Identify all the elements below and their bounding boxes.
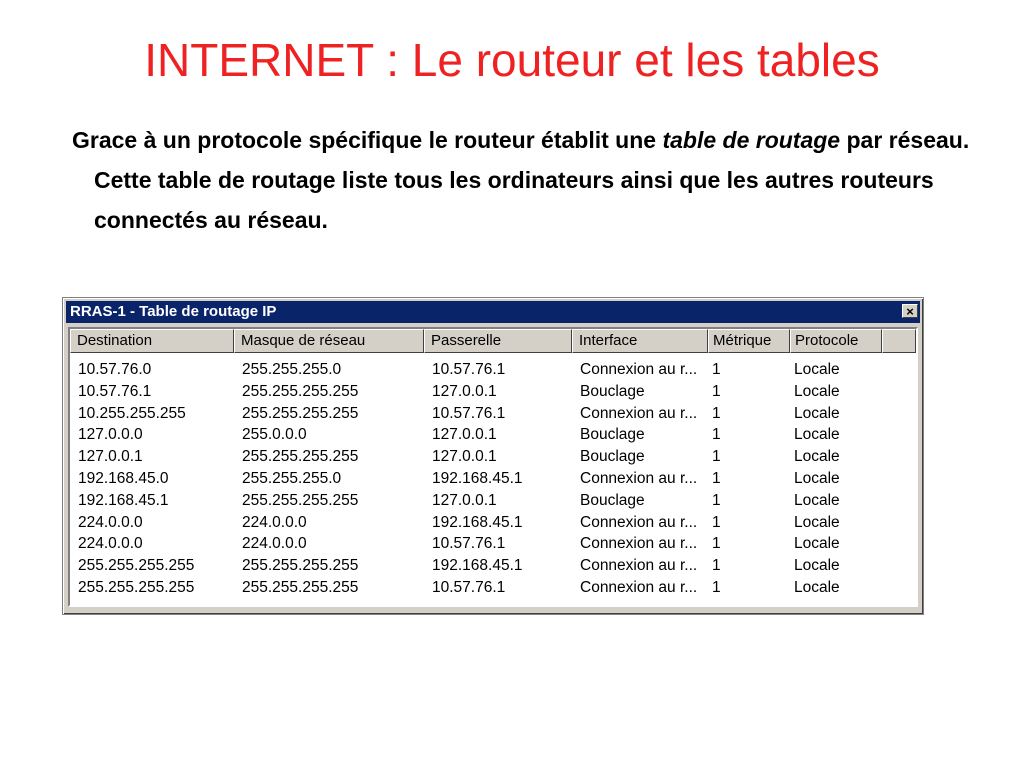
cell-metric: 1 [712, 557, 721, 575]
cell-protocol: Locale [794, 382, 840, 400]
column-header-protocol[interactable]: Protocole [790, 329, 882, 353]
column-header-netmask[interactable]: Masque de réseau [234, 329, 424, 353]
cell-metric: 1 [712, 426, 721, 444]
cell-interface: Connexion au r... [580, 361, 698, 378]
column-header-destination[interactable]: Destination [70, 329, 234, 353]
window-title: RRAS-1 - Table de routage IP [70, 303, 277, 320]
cell-destination: 192.168.45.0 [78, 469, 169, 487]
cell-protocol: Locale [794, 404, 840, 422]
cell-metric: 1 [712, 404, 721, 422]
cell-interface: Connexion au r... [580, 513, 698, 531]
cell-interface: Bouclage [580, 491, 645, 509]
cell-destination: 10.255.255.255 [78, 404, 186, 422]
cell-metric: 1 [712, 469, 721, 487]
cell-protocol: Locale [794, 491, 840, 509]
cell-gateway: 10.57.76.1 [432, 361, 506, 378]
cell-gateway: 127.0.0.1 [432, 491, 497, 509]
cell-netmask: 255.255.255.255 [242, 448, 359, 466]
cell-destination: 127.0.0.1 [78, 448, 143, 466]
slide-body-text [72, 120, 972, 240]
table-row[interactable] [70, 468, 916, 490]
cell-protocol: Locale [794, 448, 840, 466]
cell-netmask: 255.255.255.0 [242, 469, 342, 487]
cell-netmask: 255.0.0.0 [242, 426, 307, 444]
cell-metric: 1 [712, 578, 721, 596]
cell-destination: 10.57.76.0 [78, 361, 152, 378]
cell-protocol: Locale [794, 469, 840, 487]
cell-interface: Connexion au r... [580, 469, 698, 487]
cell-protocol: Locale [794, 578, 840, 596]
cell-protocol: Locale [794, 513, 840, 531]
column-header-interface[interactable]: Interface [572, 329, 708, 353]
cell-interface: Connexion au r... [580, 578, 698, 596]
cell-destination: 255.255.255.255 [78, 578, 195, 596]
close-button[interactable]: × [902, 304, 918, 318]
cell-protocol: Locale [794, 557, 840, 575]
table-row[interactable] [70, 490, 916, 512]
column-header-metric[interactable]: Métrique [708, 329, 790, 353]
cell-destination: 10.57.76.1 [78, 382, 152, 400]
cell-gateway: 192.168.45.1 [432, 513, 523, 531]
cell-gateway: 192.168.45.1 [432, 469, 523, 487]
column-header-row [70, 329, 916, 353]
table-row[interactable] [70, 424, 916, 446]
cell-interface: Connexion au r... [580, 404, 698, 422]
table-row[interactable] [70, 512, 916, 534]
table-row[interactable] [70, 533, 916, 555]
table-row[interactable] [70, 403, 916, 425]
cell-protocol: Locale [794, 426, 840, 444]
body-text-part1: Grace à un protocole spécifique le routeur établit une [72, 127, 663, 153]
cell-interface: Bouclage [580, 448, 645, 466]
cell-netmask: 255.255.255.255 [242, 491, 359, 509]
cell-destination: 224.0.0.0 [78, 535, 143, 553]
cell-metric: 1 [712, 491, 721, 509]
cell-gateway: 127.0.0.1 [432, 382, 497, 400]
body-text-italic: table de routage [662, 127, 841, 153]
cell-protocol: Locale [794, 361, 840, 378]
body-text-part2: par réseau. Cette table de routage liste tous les ordinateurs ainsi que les autres routeurs connectés au réseau. [94, 127, 970, 233]
cell-gateway: 10.57.76.1 [432, 578, 506, 596]
cell-netmask: 255.255.255.255 [242, 557, 359, 575]
cell-metric: 1 [712, 361, 721, 378]
cell-netmask: 255.255.255.255 [242, 382, 359, 400]
cell-destination: 127.0.0.0 [78, 426, 143, 444]
cell-interface: Bouclage [580, 426, 645, 444]
table-rows [70, 359, 916, 599]
cell-metric: 1 [712, 535, 721, 553]
cell-netmask: 255.255.255.255 [242, 578, 359, 596]
table-row[interactable] [70, 381, 916, 403]
cell-destination: 255.255.255.255 [78, 557, 195, 575]
cell-interface: Connexion au r... [580, 535, 698, 553]
table-row[interactable] [70, 446, 916, 468]
routing-table-window [62, 297, 924, 615]
cell-gateway: 10.57.76.1 [432, 404, 506, 422]
cell-protocol: Locale [794, 535, 840, 553]
cell-gateway: 127.0.0.1 [432, 426, 497, 444]
cell-interface: Bouclage [580, 382, 645, 400]
cell-gateway: 10.57.76.1 [432, 535, 506, 553]
cell-gateway: 127.0.0.1 [432, 448, 497, 466]
cell-netmask: 255.255.255.0 [242, 361, 342, 378]
cell-metric: 1 [712, 382, 721, 400]
cell-netmask: 224.0.0.0 [242, 535, 307, 553]
cell-gateway: 192.168.45.1 [432, 557, 523, 575]
cell-netmask: 224.0.0.0 [242, 513, 307, 531]
cell-netmask: 255.255.255.255 [242, 404, 359, 422]
cell-metric: 1 [712, 513, 721, 531]
cell-interface: Connexion au r... [580, 557, 698, 575]
cell-destination: 224.0.0.0 [78, 513, 143, 531]
window-titlebar[interactable] [66, 301, 920, 323]
column-header-filler [882, 329, 916, 353]
cell-destination: 192.168.45.1 [78, 491, 169, 509]
cell-metric: 1 [712, 448, 721, 466]
table-row[interactable] [70, 577, 916, 599]
table-row[interactable] [70, 359, 916, 381]
routing-table-listview[interactable] [68, 327, 918, 607]
column-header-gateway[interactable]: Passerelle [424, 329, 572, 353]
table-row[interactable] [70, 555, 916, 577]
slide-title: INTERNET : Le routeur et les tables [144, 34, 880, 86]
